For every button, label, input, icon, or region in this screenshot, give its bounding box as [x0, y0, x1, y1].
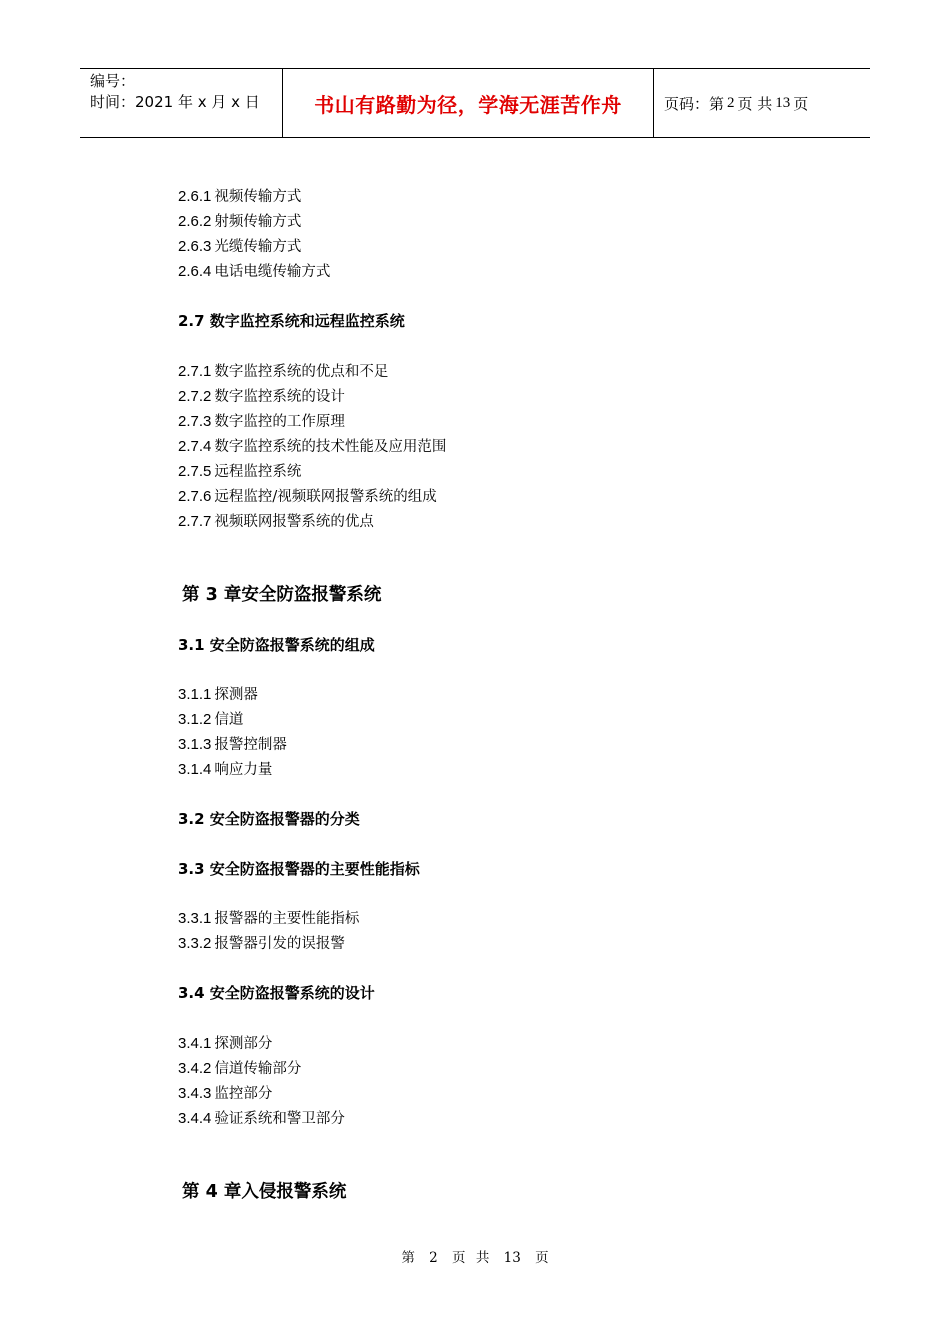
- toc-subsection: [178, 236, 301, 257]
- toc-title: 数字监控的工作原理: [214, 414, 345, 430]
- toc-number: 2.7.3: [178, 413, 212, 430]
- toc-subsection: [178, 461, 301, 482]
- toc-subsection: [178, 511, 374, 532]
- toc-title: 光缆传输方式: [214, 239, 302, 255]
- toc-section: 2.7 数字监控系统和远程监控系统: [178, 312, 405, 330]
- page-label: 页码：第: [664, 94, 725, 113]
- page-end-label: 页: [793, 94, 809, 113]
- page-footer: [0, 1246, 950, 1266]
- toc-number: 3.3.2: [178, 935, 212, 952]
- toc-subsection: [178, 684, 258, 705]
- toc-number: 2.6.2: [178, 213, 212, 230]
- toc-subsection: [178, 908, 359, 929]
- toc-subsection: [178, 186, 301, 207]
- toc-title: 信道传输部分: [214, 1061, 302, 1077]
- toc-title: 视频联网报警系统的优点: [214, 514, 374, 530]
- document-number-label: 编号：: [90, 72, 136, 90]
- footer-current-page: 2: [429, 1250, 438, 1266]
- page-total: 13: [775, 94, 791, 111]
- toc-subsection: [178, 1058, 301, 1079]
- page-header: [80, 68, 870, 138]
- toc-subsection: [178, 759, 272, 780]
- toc-title: 数字监控系统的技术性能及应用范围: [214, 439, 447, 455]
- toc-section: 3.4 安全防盗报警系统的设计: [178, 984, 375, 1002]
- toc-number: 3.4.3: [178, 1085, 212, 1102]
- toc-section: 3.1 安全防盗报警系统的组成: [178, 636, 375, 654]
- toc-title: 探测部分: [214, 1036, 273, 1052]
- toc-subsection: [178, 1033, 272, 1054]
- toc-title: 报警器的主要性能指标: [214, 911, 360, 927]
- toc-number: 2.7.6: [178, 488, 212, 505]
- toc-number: 2.6.1: [178, 188, 212, 205]
- toc-subsection: [178, 436, 446, 457]
- toc-title: 电话电缆传输方式: [214, 264, 331, 280]
- header-motto: 书山有路勤为径，学海无涯苦作舟: [314, 92, 622, 117]
- toc-number: 2.7.4: [178, 438, 212, 455]
- toc-number: 2.7.5: [178, 463, 212, 480]
- toc-title: 射频传输方式: [214, 214, 302, 230]
- toc-title: 远程监控/视频联网报警系统的组成: [214, 489, 437, 505]
- header-page-info: [654, 69, 870, 137]
- toc-subsection: [178, 734, 287, 755]
- toc-title: 视频传输方式: [214, 189, 302, 205]
- toc-subsection: [178, 709, 243, 730]
- toc-number: 3.1.4: [178, 761, 212, 778]
- toc-title: 数字监控系统的优点和不足: [214, 364, 389, 380]
- toc-number: 2.7.7: [178, 513, 212, 530]
- toc-number: 3.4.4: [178, 1110, 212, 1127]
- toc-subsection: [178, 1108, 345, 1129]
- toc-number: 3.1.1: [178, 686, 212, 703]
- toc-number: 3.3.1: [178, 910, 212, 927]
- footer-total-pages: 13: [503, 1250, 521, 1266]
- page-current: 2: [727, 94, 735, 111]
- toc-title: 监控部分: [214, 1086, 273, 1102]
- toc-number: 2.7.1: [178, 363, 212, 380]
- toc-subsection: [178, 361, 388, 382]
- toc-chapter: 第 3 章安全防盗报警系统: [182, 585, 382, 605]
- toc-title: 报警控制器: [214, 737, 287, 753]
- toc-number: 3.4.1: [178, 1035, 212, 1052]
- toc-number: 3.4.2: [178, 1060, 212, 1077]
- toc-subsection: [178, 261, 330, 282]
- toc-title: 响应力量: [214, 762, 273, 778]
- toc-title: 数字监控系统的设计: [214, 389, 345, 405]
- toc-subsection: [178, 211, 301, 232]
- toc-section: 3.3 安全防盗报警器的主要性能指标: [178, 860, 420, 878]
- toc-number: 3.1.2: [178, 711, 212, 728]
- toc-subsection: [178, 411, 345, 432]
- footer-prefix: 第: [401, 1250, 415, 1266]
- toc-title: 信道: [214, 712, 244, 728]
- toc-number: 2.7.2: [178, 388, 212, 405]
- toc-number: 2.6.3: [178, 238, 212, 255]
- header-motto-cell: [282, 69, 654, 137]
- toc-subsection: [178, 1083, 272, 1104]
- toc-subsection: [178, 486, 437, 507]
- toc-subsection: [178, 933, 345, 954]
- footer-mid: 页 共: [452, 1250, 490, 1266]
- footer-suffix: 页: [535, 1250, 549, 1266]
- toc-title: 远程监控系统: [214, 464, 302, 480]
- toc-number: 2.6.4: [178, 263, 212, 280]
- document-time-label: 时间：2021 年 x 月 x 日: [90, 93, 260, 111]
- toc-section: 3.2 安全防盗报警器的分类: [178, 810, 360, 828]
- toc-title: 探测器: [214, 687, 258, 703]
- toc-title: 验证系统和警卫部分: [214, 1111, 345, 1127]
- header-meta: [80, 69, 282, 137]
- toc-chapter: 第 4 章入侵报警系统: [182, 1182, 347, 1202]
- toc-number: 3.1.3: [178, 736, 212, 753]
- toc-subsection: [178, 386, 345, 407]
- page-mid-label: 页 共: [737, 94, 773, 113]
- toc-title: 报警器引发的误报警: [214, 936, 345, 952]
